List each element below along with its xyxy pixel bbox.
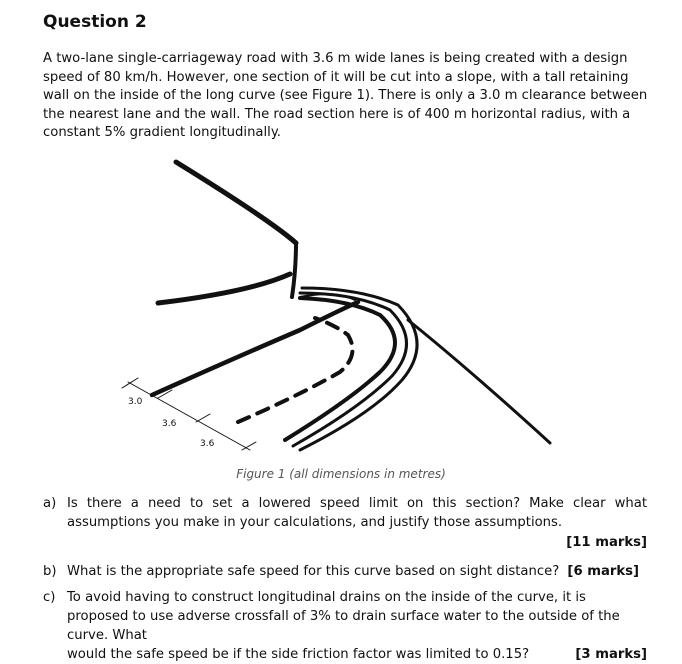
road-inner-edge bbox=[152, 302, 358, 395]
question-part-a bbox=[43, 494, 647, 552]
part-a-marks: [11 marks] bbox=[566, 535, 647, 550]
part-b-marks: [6 marks] bbox=[567, 564, 640, 579]
wall-face-edge bbox=[292, 243, 296, 297]
part-c-letter: c) bbox=[43, 590, 56, 605]
question-intro: A two-lane single-carriageway road with 3.6 m wide lanes is being created with a design speed of 80 km/h. However, one section of it will be cut into a slope, with a tall retaining wall on the inside of the long curve (see Figure 1). There is only a 3.0 m clearance between the nearest lane and the wall. The road section here is of 400 m horizontal radius, with a constant 5% gradient longitudinally. bbox=[43, 51, 648, 141]
part-b-text: What is the appropriate safe speed for this curve based on sight distance? bbox=[67, 564, 560, 579]
part-c-text-line2: would the safe speed be if the side friction factor was limited to 0.15? bbox=[67, 647, 530, 662]
road-figure bbox=[110, 150, 580, 460]
wall-top-edge bbox=[176, 162, 296, 243]
slope-line bbox=[408, 320, 550, 443]
dimension-line bbox=[128, 382, 250, 450]
dimension-label-lane-2: 3.6 bbox=[200, 439, 215, 449]
part-b-letter: b) bbox=[43, 564, 57, 579]
road-outer-edge-3 bbox=[300, 288, 417, 450]
question-part-b bbox=[43, 562, 647, 581]
question-part-c bbox=[43, 588, 647, 664]
figure-caption: Figure 1 (all dimensions in metres) bbox=[236, 467, 446, 481]
question-title: Question 2 bbox=[43, 12, 147, 32]
part-c-marks: [3 marks] bbox=[575, 647, 647, 662]
part-c-text-line1: To avoid having to construct longitudinal drains on the inside of the curve, it is proposed to use adverse crossfall of 3% to drain surface water to the outside of the curve. What bbox=[67, 590, 620, 643]
part-a-text: Is there a need to set a lowered speed limit on this section? Make clear what assumptions you make in your calculations, and justify those assumptions. bbox=[67, 496, 647, 530]
dimension-label-clearance: 3.0 bbox=[128, 397, 143, 407]
dimension-label-lane-1: 3.6 bbox=[162, 419, 177, 429]
wall-base-edge bbox=[158, 274, 290, 303]
part-a-letter: a) bbox=[43, 496, 57, 511]
